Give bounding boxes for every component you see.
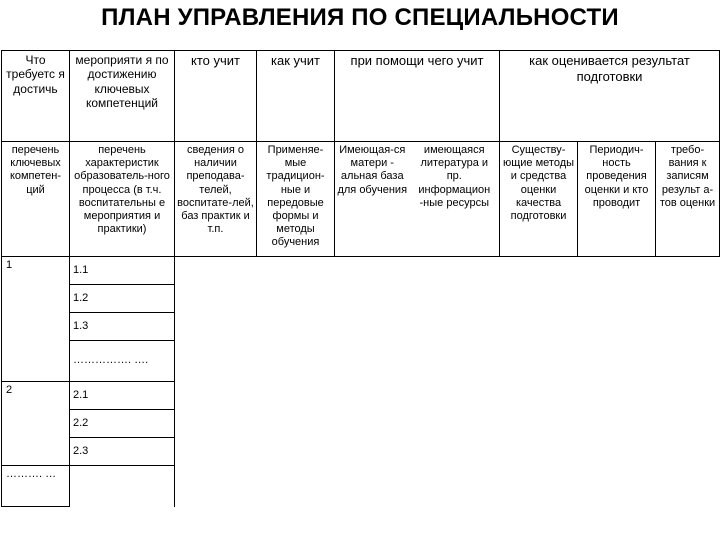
table-row	[2, 285, 720, 313]
table-row	[2, 257, 720, 285]
sub-process-characteristics: перечень характеристик образователь-ного процесса (в т.ч. воспитательны е мероприятия и практики)	[70, 142, 175, 257]
sub-assessment-methods: Существу-ющие методы и средства оценки качества подготовки	[500, 142, 578, 257]
sub-material-base: Имеющая-ся матери - альная база для обучения	[335, 142, 410, 257]
item-number: 2.1	[70, 382, 175, 410]
empty-area	[175, 341, 720, 382]
empty-area	[175, 466, 720, 507]
group-number: 2	[2, 382, 70, 466]
item-number: 1.2	[70, 285, 175, 313]
empty-area	[175, 257, 720, 285]
item-ellipsis: ……………. ….	[70, 341, 175, 382]
header-who-teaches: кто учит	[175, 51, 257, 142]
item-number: 2.3	[70, 438, 175, 466]
empty-cell	[70, 466, 175, 507]
header-how-teaches: как учит	[257, 51, 335, 142]
plan-table	[1, 50, 720, 507]
empty-area	[175, 285, 720, 313]
header-assessment: как оценивается результат подготовки	[500, 51, 720, 142]
item-number: 2.2	[70, 410, 175, 438]
header-what-to-achieve: Что требуетс я достичь	[2, 51, 70, 142]
table-row	[2, 382, 720, 410]
sub-methods: Применяе-мые традицион-ные и передовые формы и методы обучения	[257, 142, 335, 257]
item-number: 1.3	[70, 313, 175, 341]
group-number: 1	[2, 257, 70, 382]
table-row	[2, 438, 720, 466]
group-ellipsis: ………. …	[2, 466, 70, 507]
sub-competencies-list: перечень ключевых компетен-ций	[2, 142, 70, 257]
header-row	[2, 51, 720, 142]
sub-teachers-info: сведения о наличии преподава-телей, воспитате-лей, баз практик и т.п.	[175, 142, 257, 257]
sub-records-requirements: требо-вания к записям результ а-тов оценки	[656, 142, 720, 257]
empty-area	[175, 382, 720, 410]
item-number: 1.1	[70, 257, 175, 285]
header-activities: мероприяти я по достижению ключевых компетенций	[70, 51, 175, 142]
empty-area	[175, 313, 720, 341]
page-title: ПЛАН УПРАВЛЕНИЯ ПО СПЕЦИАЛЬНОСТИ	[101, 4, 619, 31]
subheader-row	[2, 142, 720, 257]
empty-area	[175, 410, 720, 438]
table-row	[2, 466, 720, 507]
sub-literature: имеющаяся литература и пр. информацион -ные ресурсы	[410, 142, 500, 257]
sub-assessment-periodicity: Периодич-ность проведения оценки и кто проводит	[578, 142, 656, 257]
empty-area	[175, 438, 720, 466]
header-teaching-means: при помощи чего учит	[335, 51, 500, 142]
table-row	[2, 313, 720, 341]
table-row	[2, 341, 720, 382]
table-row	[2, 410, 720, 438]
